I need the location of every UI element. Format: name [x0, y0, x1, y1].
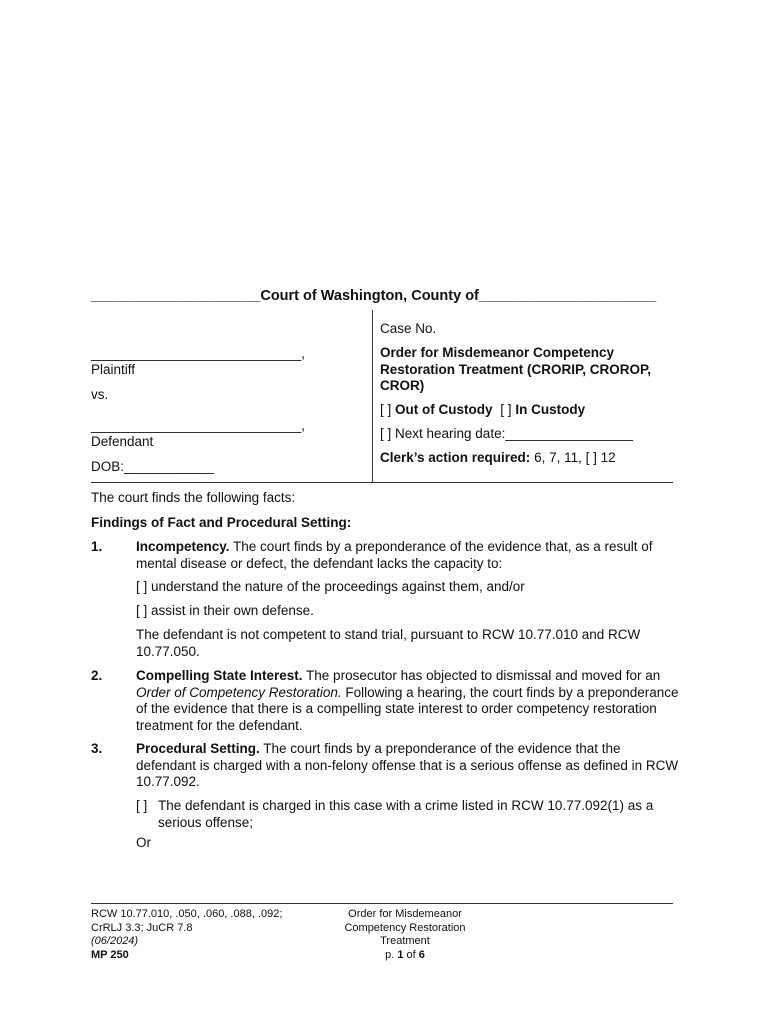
- next-hearing-field: [ ] Next hearing date:_________________: [380, 426, 633, 441]
- footer-title-line-1: Order for Misdemeanor: [348, 908, 462, 920]
- item-2-body-a: The prosecutor has objected to dismissal and moved for an: [306, 668, 661, 683]
- order-title: Order for Misdemeanor Competency Restoration Treatment (CRORIP, CROROP, CROR): [380, 345, 652, 393]
- item-2-body-b: Following a hearing, the court finds by a preponderance of the evidence that there is a compelling state interest to order competency restoration treatment for the defendant.: [136, 684, 679, 733]
- item-number-2: 2.: [91, 668, 103, 683]
- page-indicator: [330, 949, 480, 963]
- item-1-text: [136, 539, 681, 572]
- custody-checkbox-out: [ ]: [380, 402, 392, 417]
- item-2-order-name: Order of Competency Restoration.: [136, 684, 342, 700]
- footer-divider: [91, 903, 673, 904]
- footer-rules: CrRLJ 3.3; JuCR 7.8: [91, 921, 193, 934]
- item-2-text: [136, 668, 681, 734]
- defendant-line: ____________________________,: [91, 418, 305, 433]
- case-number-label: Case No.: [380, 321, 437, 336]
- item-3-text: [136, 741, 681, 791]
- item-1-conclusion: The defendant is not competent to stand trial, pursuant to RCW 10.77.010 and RCW 10.77.050.: [136, 627, 641, 659]
- footer-form-number: MP 250: [91, 948, 129, 961]
- custody-status: [380, 402, 585, 417]
- item-3-option-serious-offense: [136, 798, 681, 831]
- custody-checkbox-in: [ ]: [500, 402, 512, 417]
- plaintiff-line: ____________________________,: [91, 346, 305, 361]
- court-title: _____________________Court of Washington, County of______________________: [91, 288, 657, 304]
- item-1-body: The court finds by a preponderance of the evidence that, as a result of mental disease or defect, the defendant lacks the capacity to:: [136, 539, 653, 571]
- caption-case-info: [372, 310, 673, 482]
- in-custody-label: In Custody: [515, 402, 586, 417]
- item-number-3: 3.: [91, 741, 103, 756]
- item-3-body: The court finds by a preponderance of the evidence that the defendant is charged with a non-felony offense that is a serious offense as defined in RCW 10.77.092.: [136, 741, 679, 789]
- dob-field: DOB:____________: [91, 459, 215, 474]
- item-number-1: 1.: [91, 539, 103, 554]
- caption-parties: [91, 310, 371, 480]
- footer-date: (06/2024): [91, 935, 139, 947]
- footer-title-line-3: Treatment: [380, 935, 430, 947]
- item-2-title: Compelling State Interest.: [136, 668, 303, 683]
- out-of-custody-label: Out of Custody: [395, 402, 493, 417]
- footer-title-line-2: Competency Restoration: [344, 921, 466, 934]
- plaintiff-label: Plaintiff: [91, 362, 136, 377]
- clerk-action: [380, 450, 616, 465]
- clerk-action-value: 6, 7, 11, [ ] 12: [534, 450, 616, 465]
- item-3-or: Or: [136, 835, 151, 850]
- caption-divider: [91, 482, 673, 483]
- item-1-title: Incompetency.: [136, 539, 230, 554]
- item-1-option-understand: [ ] understand the nature of the proceedings against them, and/or: [136, 579, 525, 594]
- item-3-option-text: The defendant is charged in this case with a crime listed in RCW 10.77.092(1) as a serious offense;: [158, 798, 654, 830]
- page-prefix: p.: [385, 948, 395, 961]
- findings-heading: Findings of Fact and Procedural Setting:: [91, 515, 352, 530]
- footer-form-title: [330, 908, 480, 962]
- footer-rcw: RCW 10.77.010, .050, .060, .088, .092;: [91, 908, 283, 920]
- footer-citations: [91, 908, 282, 962]
- item-3-checkbox: [ ]: [136, 798, 148, 813]
- page-of: of: [406, 948, 416, 961]
- page-total: 6: [418, 948, 425, 961]
- defendant-label: Defendant: [91, 434, 154, 449]
- clerk-action-label: Clerk’s action required:: [380, 450, 531, 465]
- intro-text: The court finds the following facts:: [91, 490, 296, 505]
- vs-label: vs.: [91, 387, 109, 402]
- page-number: 1: [397, 948, 404, 961]
- item-3-title: Procedural Setting.: [136, 741, 260, 756]
- item-1-option-assist: [ ] assist in their own defense.: [136, 603, 314, 618]
